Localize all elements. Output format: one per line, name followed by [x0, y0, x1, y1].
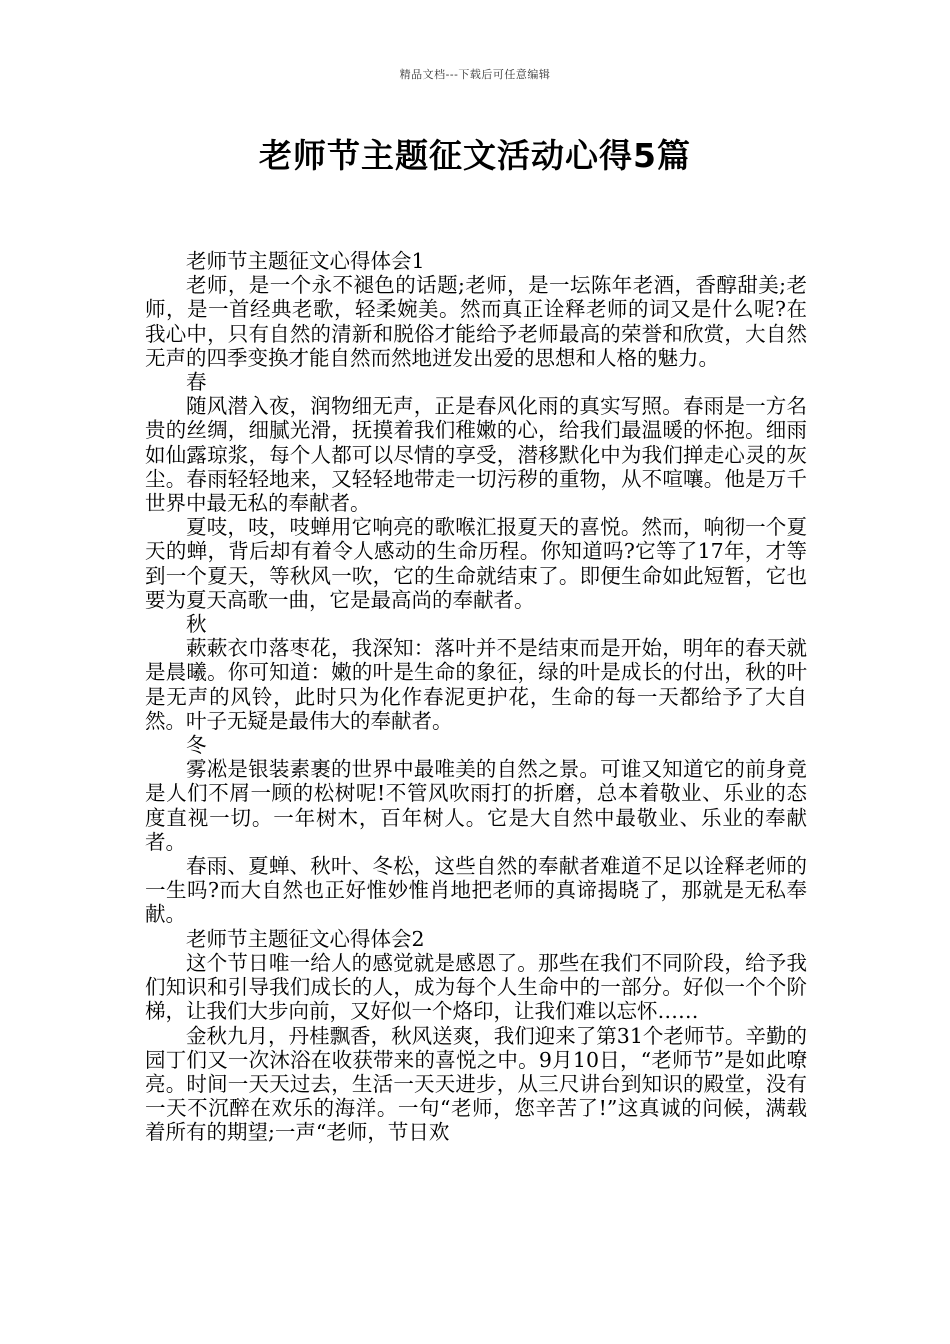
paragraph: 春雨、夏蝉、秋叶、冬松，这些自然的奉献者难道不足以诠释老师的一生吗?而大自然也正好惟妙惟肖地把老师的真谛揭晓了，那就是无私奉献。: [145, 854, 807, 927]
document-body: [145, 249, 807, 1145]
paragraph: 随风潜入夜，润物细无声，正是春风化雨的真实写照。春雨是一方名贵的丝绸，细腻光滑，抚摸着我们稚嫩的心，给我们最温暖的怀抱。细雨如仙露琼浆，每个人都可以尽情的享受，潜移默化中为我们掸走心灵的灰尘。春雨轻轻地来，又轻轻地带走一切污秽的重物，从不喧嚷。他是万千世界中最无私的奉献者。: [145, 394, 807, 516]
paragraph: 雾凇是银装素裹的世界中最唯美的自然之景。可谁又知道它的前身竟是人们不屑一顾的松树呢!不管风吹雨打的折磨，总本着敬业、乐业的态度直视一切。一年树木，百年树人。它是大自然中最敬业、乐业的奉献者。: [145, 757, 807, 854]
paragraph: 蔌蔌衣巾落枣花，我深知：落叶并不是结束而是开始，明年的春天就是晨曦。你可知道：嫩的叶是生命的象征，绿的叶是成长的付出，秋的叶是无声的风铃，此时只为化作春泥更护花，生命的每一天都给予了大自然。叶子无疑是最伟大的奉献者。: [145, 636, 807, 733]
paragraph: 这个节日唯一给人的感觉就是感恩了。那些在我们不同阶段，给予我们知识和引导我们成长的人，成为每个人生命中的一部分。好似一个个阶梯，让我们大步向前，又好似一个烙印，让我们难以忘怀……: [145, 950, 807, 1024]
paragraph: 夏吱，吱，吱蝉用它响亮的歌喉汇报夏天的喜悦。然而，响彻一个夏天的蝉，背后却有着令人感动的生命历程。你知道吗?它等了17年，才等到一个夏天，等秋风一吹，它的生命就结束了。即便生命如此短暂，它也要为夏天高歌一曲，它是最高尚的奉献者。: [145, 515, 807, 612]
paragraph: 老师，是一个永不褪色的话题;老师，是一坛陈年老酒，香醇甜美;老师，是一首经典老歌，轻柔婉美。然而真正诠释老师的词又是什么呢?在我心中，只有自然的清新和脱俗才能给予老师最高的荣誉和欣赏，大自然无声的四季变换才能自然而然地迸发出爱的思想和人格的魅力。: [145, 273, 807, 370]
paragraph: 金秋九月，丹桂飘香，秋风送爽，我们迎来了第31个老师节。辛勤的园丁们又一次沐浴在收获带来的喜悦之中。9月10日，“老师节”是如此嘹亮。时间一天天过去，生活一天天进步，从三尺讲台到知识的殿堂，没有一天不沉醉在欢乐的海洋。一句“老师，您辛苦了!”这真诚的问候，满载着所有的期望;一声“老师，节日欢: [145, 1023, 807, 1145]
season-heading: 春: [186, 370, 207, 395]
season-heading: 冬: [186, 733, 207, 758]
section-heading: 老师节主题征文心得体会1: [186, 249, 425, 273]
section-heading: 老师节主题征文心得体会2: [186, 926, 425, 951]
document-title: 老师节主题征文活动心得5篇: [259, 136, 691, 175]
header-note: 精品文档---下载后可任意编辑: [399, 68, 551, 81]
season-heading: 秋: [186, 612, 207, 637]
